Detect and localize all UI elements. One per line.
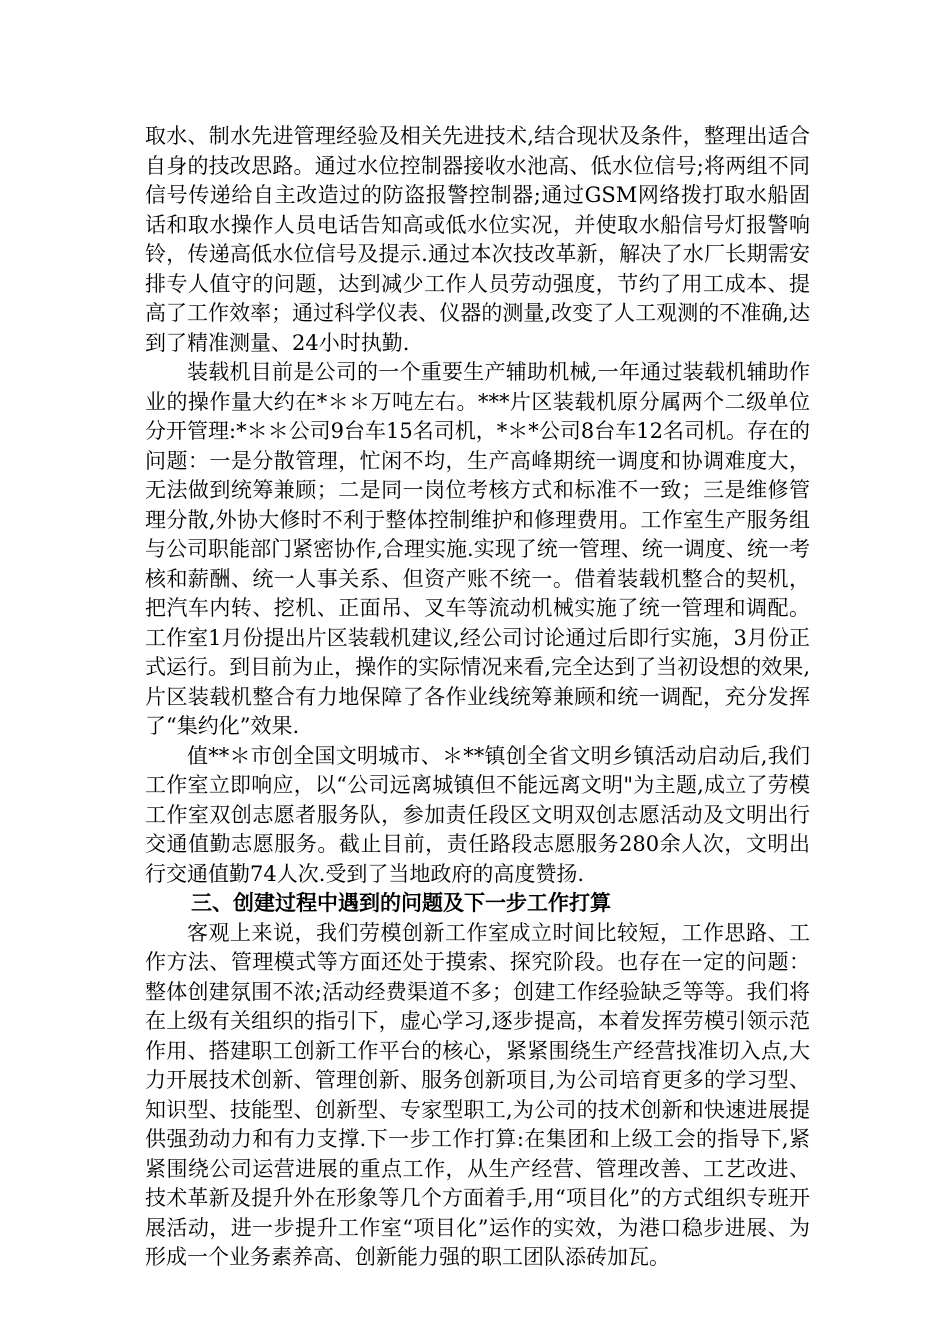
document-page (145, 122, 810, 1273)
body-paragraph-loader: 装载机目前是公司的一个重要生产辅助机械,一年通过装载机辅助作业的操作量大约在*＊＊万吨左右。***片区装载机原分属两个二级单位分开管理:*＊＊公司9台车15名司机，*＊*公司8台车12名司机。存在的问题：一是分散管理，忙闲不均，生产高峰期统一调度和协调难度大，无法做到统筹兼顾；二是同一岗位考核方式和标准不一致；三是维修管理分散,外协大修时不利于整体控制维护和修理费用。工作室生产服务组与公司职能部门紧密协作,合理实施.实现了统一管理、统一调度、统一考核和薪酬、统一人事关系、但资产账不统一。借着装载机整合的契机，把汽车内转、挖机、正面吊、叉车等流动机械实施了统一管理和调配。工作室1月份提出片区装载机建议,经公司讨论通过后即行实施，3月份正式运行。到目前为止，操作的实际情况来看,完全达到了当初设想的效果,片区装载机整合有力地保障了各作业线统筹兼顾和统一调配，充分发挥了“集约化”效果. (145, 360, 810, 738)
body-paragraph-closing: 客观上来说，我们劳模创新工作室成立时间比较短，工作思路、工作方法、管理模式等方面还处于摸索、探究阶段。也存在一定的问题：整体创建氛围不浓;活动经费渠道不多；创建工作经验缺乏等等。我们将在上级有关组织的指引下，虚心学习,逐步提高，本着发挥劳模引领示范作用、搭建职工创新工作平台的核心，紧紧围绕生产经营找准切入点,大力开展技术创新、管理创新、服务创新项目,为公司培育更多的学习型、知识型、技能型、创新型、专家型职工,为公司的技术创新和快速进展提供强劲动力和有力支撑.下一步工作打算:在集团和上级工会的指导下,紧紧围绕公司运营进展的重点工作，从生产经营、管理改善、工艺改进、技术革新及提升外在形象等几个方面着手,用“项目化”的方式组织专班开展活动，进一步提升工作室“项目化”运作的实效，为港口稳步进展、为形成一个业务素养高、创新能力强的职工团队添砖加瓦。 (145, 920, 810, 1269)
section-heading: 三、创建过程中遇到的问题及下一步工作打算 (191, 891, 611, 915)
body-paragraph-civilization: 值**＊市创全国文明城市、＊**镇创全省文明乡镇活动启动后,我们工作室立即响应，以“公司远离城镇但不能远离文明"为主题,成立了劳模工作室双创志愿者服务队，参加责任段区文明双创志愿活动及文明出行交通值勤志愿服务。截止目前，责任路段志愿服务280余人次，文明出行交通值勤74人次.受到了当地政府的高度赞扬. (145, 743, 810, 886)
body-paragraph-continued: 取水、制水先进管理经验及相关先进技术,结合现状及条件，整理出适合自身的技改思路。通过水位控制器接收水池高、低水位信号;将两组不同信号传递给自主改造过的防盗报警控制器;通过GSM网络拨打取水船固话和取水操作人员电话告知高或低水位实况，并使取水船信号灯报警响铃，传递高低水位信号及提示.通过本次技改革新，解决了水厂长期需安排专人值守的问题，达到减少工作人员劳动强度，节约了用工成本、提高了工作效率；通过科学仪表、仪器的测量,改变了人工观测的不准确,达到了精准测量、24小时执勤. (145, 124, 810, 355)
